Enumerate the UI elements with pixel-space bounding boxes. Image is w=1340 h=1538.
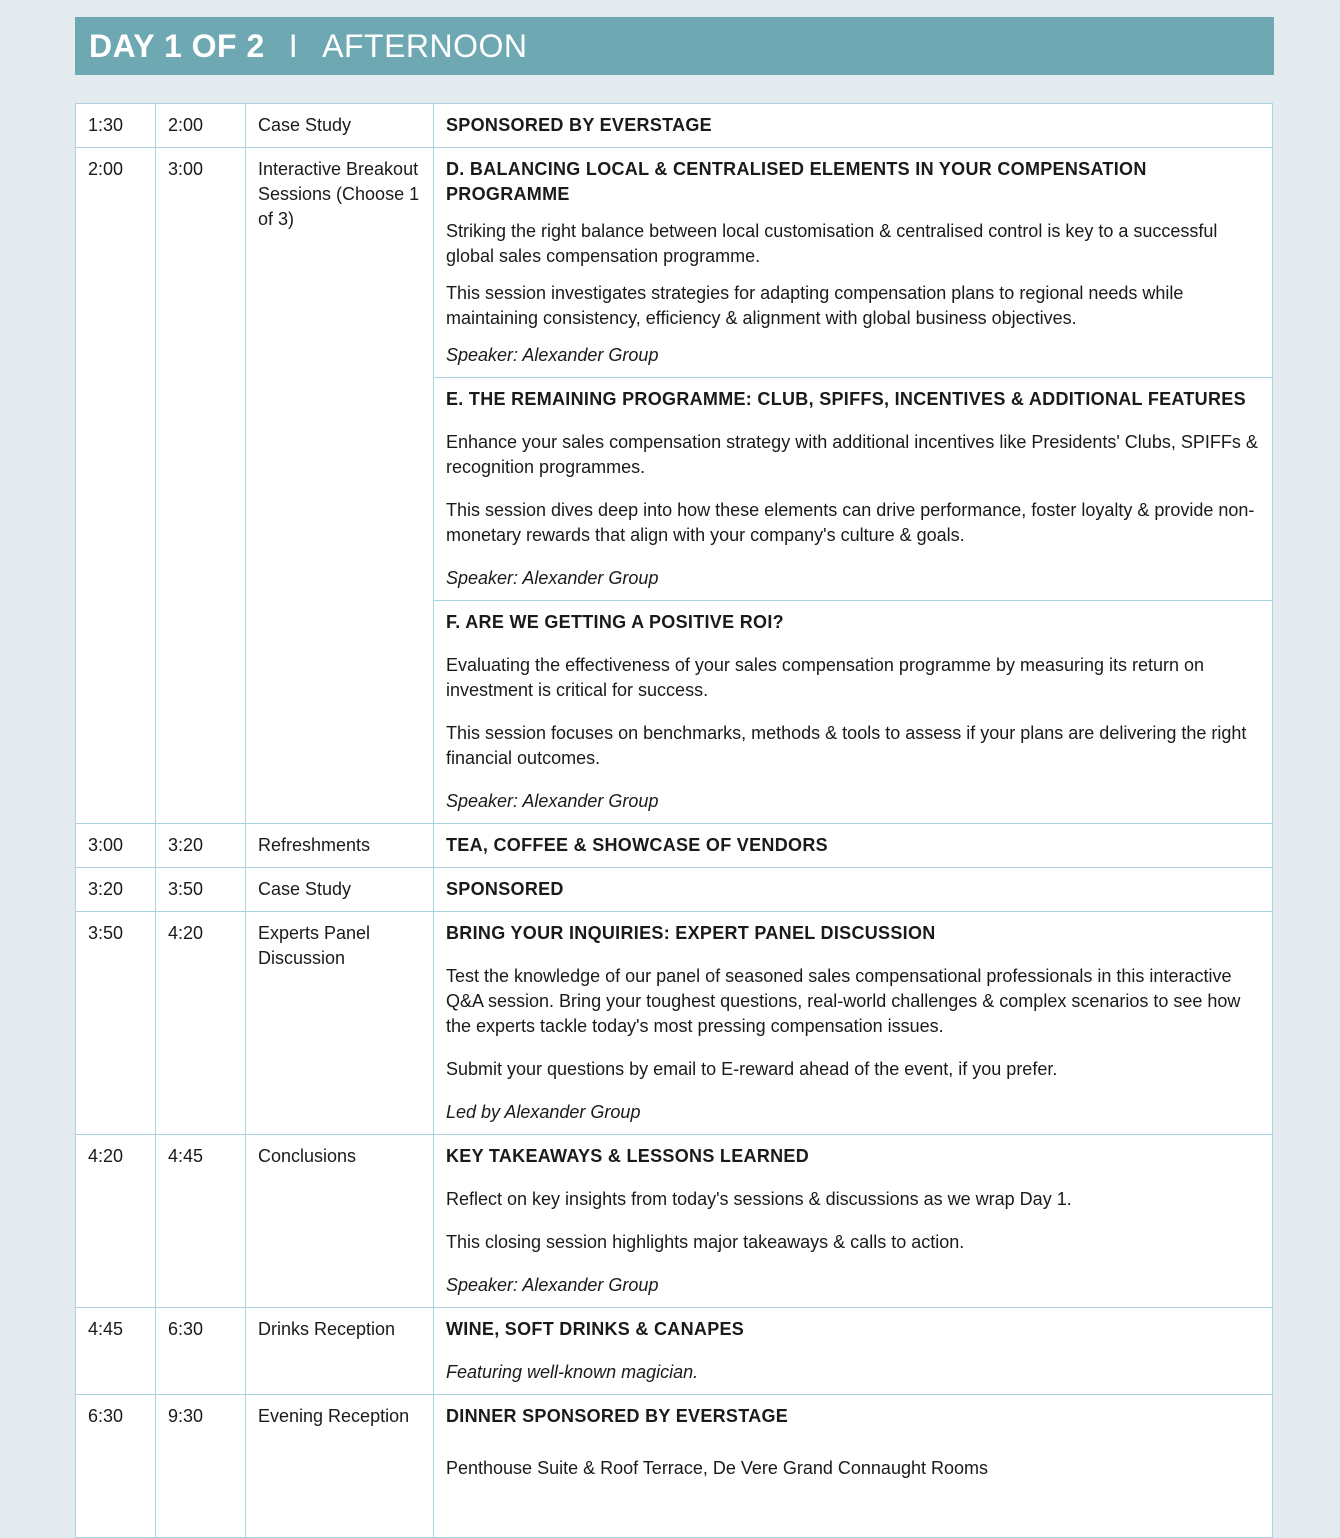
session-description: Reflect on key insights from today's sessions & discussions as we wrap Day 1. <box>446 1189 1072 1209</box>
session-type: Experts Panel Discussion <box>246 912 434 1135</box>
breakout-sessions <box>434 148 1273 824</box>
header-separator: I <box>288 27 299 64</box>
part-of-day-label: AFTERNOON <box>322 27 528 64</box>
day-header-bar <box>75 17 1274 75</box>
session-details <box>434 1308 1273 1395</box>
start-time: 3:00 <box>76 824 156 868</box>
session-description: Enhance your sales compensation strategy with additional incentives like Presidents' Clubs, SPIFFs & recognition programmes. <box>446 432 1258 477</box>
start-time: 4:45 <box>76 1308 156 1395</box>
agenda-row <box>76 824 1273 868</box>
session-title: F. ARE WE GETTING A POSITIVE ROI? <box>446 612 784 632</box>
session-description: This session dives deep into how these elements can drive performance, foster loyalty & provide non-monetary rewards that align with your company's culture & goals. <box>446 500 1255 545</box>
agenda-row <box>76 1395 1273 1538</box>
breakout-session-d <box>434 148 1272 378</box>
session-speaker: Speaker: Alexander Group <box>446 791 659 811</box>
end-time: 3:20 <box>156 824 246 868</box>
end-time: 6:30 <box>156 1308 246 1395</box>
session-type: Drinks Reception <box>246 1308 434 1395</box>
session-title: E. THE REMAINING PROGRAMME: CLUB, SPIFFS, INCENTIVES & ADDITIONAL FEATURES <box>446 389 1246 409</box>
session-details <box>434 1135 1273 1308</box>
agenda-row <box>76 148 1273 824</box>
session-type: Conclusions <box>246 1135 434 1308</box>
session-title: KEY TAKEAWAYS & LESSONS LEARNED <box>446 1146 810 1166</box>
session-speaker: Speaker: Alexander Group <box>446 568 659 588</box>
session-details <box>434 912 1273 1135</box>
session-title: BRING YOUR INQUIRIES: EXPERT PANEL DISCUSSION <box>446 923 936 943</box>
end-time: 9:30 <box>156 1395 246 1538</box>
session-type: Evening Reception <box>246 1395 434 1538</box>
session-title: SPONSORED <box>434 868 1273 912</box>
agenda-row <box>76 104 1273 148</box>
session-type: Case Study <box>246 868 434 912</box>
start-time: 2:00 <box>76 148 156 824</box>
start-time: 3:50 <box>76 912 156 1135</box>
start-time: 3:20 <box>76 868 156 912</box>
end-time: 4:20 <box>156 912 246 1135</box>
session-speaker: Speaker: Alexander Group <box>446 345 659 365</box>
agenda-row <box>76 868 1273 912</box>
start-time: 1:30 <box>76 104 156 148</box>
session-type: Interactive Breakout Sessions (Choose 1 of 3) <box>246 148 434 824</box>
breakout-session-e <box>434 378 1272 601</box>
end-time: 3:00 <box>156 148 246 824</box>
session-speaker: Led by Alexander Group <box>446 1102 641 1122</box>
start-time: 4:20 <box>76 1135 156 1308</box>
session-speaker: Speaker: Alexander Group <box>446 1275 659 1295</box>
start-time: 6:30 <box>76 1395 156 1538</box>
session-title: DINNER SPONSORED BY EVERSTAGE <box>446 1406 789 1426</box>
session-title: SPONSORED BY EVERSTAGE <box>434 104 1273 148</box>
agenda-row <box>76 912 1273 1135</box>
session-title: WINE, SOFT DRINKS & CANAPES <box>446 1319 745 1339</box>
session-venue: Penthouse Suite & Roof Terrace, De Vere Grand Connaught Rooms <box>446 1458 988 1478</box>
agenda-row <box>76 1308 1273 1395</box>
session-description: Submit your questions by email to E-reward ahead of the event, if you prefer. <box>446 1059 1058 1079</box>
end-time: 2:00 <box>156 104 246 148</box>
breakout-session-f <box>434 601 1272 823</box>
session-details <box>434 1395 1273 1538</box>
session-description: Test the knowledge of our panel of seasoned sales compensational professionals in this interactive Q&A session. Bring your toughest questions, real-world challenges & complex scenarios to see how the experts tackle today's most pressing compensation issues. <box>446 966 1241 1036</box>
session-description: Evaluating the effectiveness of your sales compensation programme by measuring its return on investment is critical for success. <box>446 655 1205 700</box>
session-type: Case Study <box>246 104 434 148</box>
session-description: This session focuses on benchmarks, methods & tools to assess if your plans are delivering the right financial outcomes. <box>446 723 1247 768</box>
session-title: D. BALANCING LOCAL & CENTRALISED ELEMENTS IN YOUR COMPENSATION PROGRAMME <box>446 159 1147 204</box>
end-time: 4:45 <box>156 1135 246 1308</box>
session-note: Featuring well-known magician. <box>446 1362 699 1382</box>
end-time: 3:50 <box>156 868 246 912</box>
session-title: TEA, COFFEE & SHOWCASE OF VENDORS <box>434 824 1273 868</box>
session-type: Refreshments <box>246 824 434 868</box>
agenda-table <box>75 103 1273 1538</box>
agenda-row <box>76 1135 1273 1308</box>
day-label: DAY 1 OF 2 <box>89 27 265 64</box>
session-description: This session investigates strategies for adapting compensation plans to regional needs while maintaining consistency, efficiency & alignment with global business objectives. <box>446 283 1184 328</box>
session-description: Striking the right balance between local customisation & centralised control is key to a successful global sales compensation programme. <box>446 221 1218 266</box>
session-description: This closing session highlights major takeaways & calls to action. <box>446 1232 965 1252</box>
